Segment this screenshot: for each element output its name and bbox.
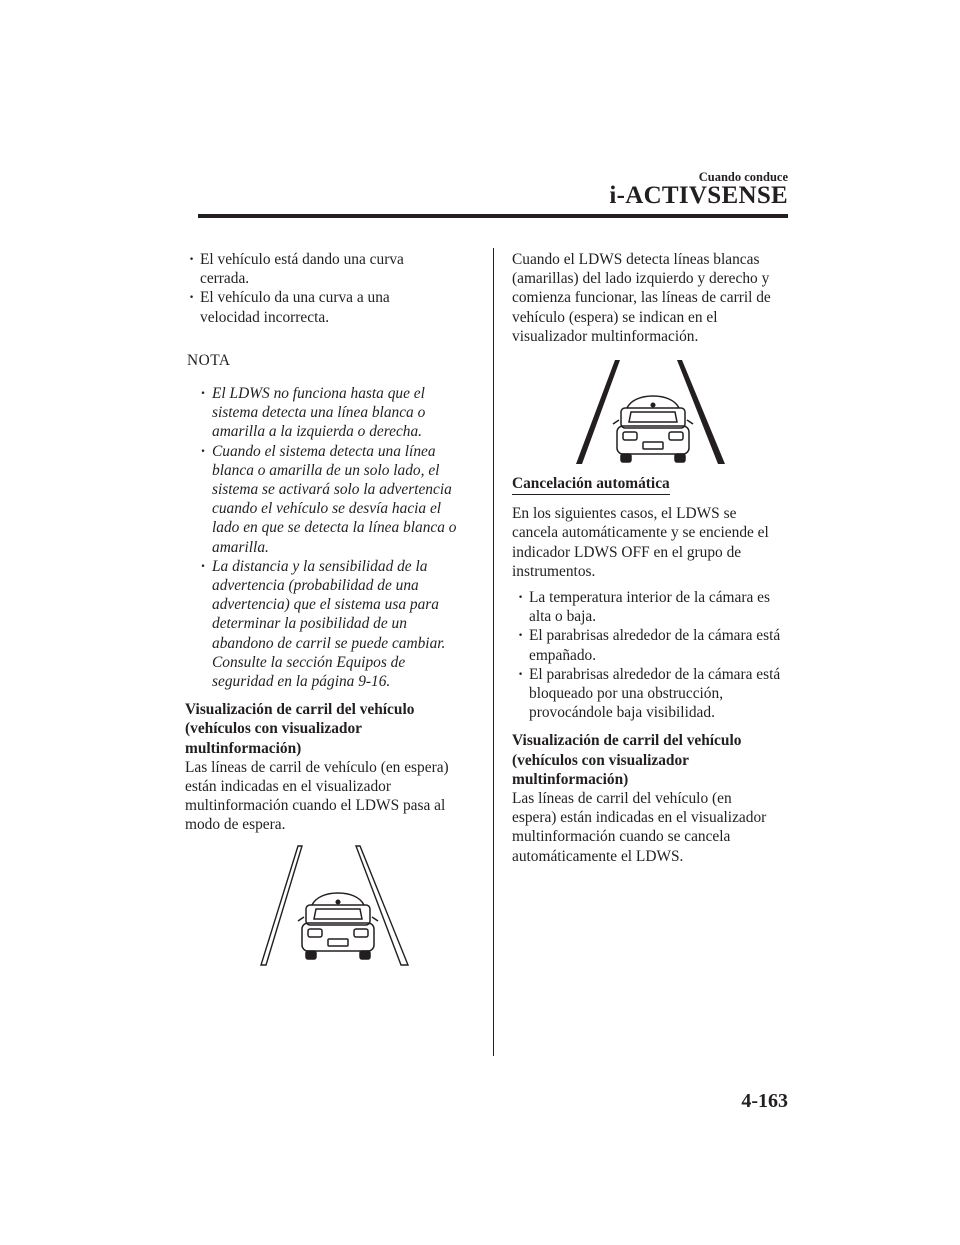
intro-paragraph: Cuando el LDWS detecta líneas blancas (amarillas) del lado izquierdo y derecho y comienza funcionar, las líneas de carril de vehículo (espera) se indican en el visualizador multinformación. [512, 251, 771, 345]
car-rear-view-icon [298, 893, 378, 959]
header-rule [198, 214, 788, 218]
section-title: Cuando conduce [698, 170, 788, 184]
car-rear-view-icon [613, 396, 693, 462]
note-label: NOTA [187, 351, 231, 369]
column-divider [493, 248, 494, 1056]
right-column [512, 250, 794, 866]
section-heading: Visualización de carril del vehículo (vehículos con visualizador multinformación) [185, 701, 415, 757]
list-item: · El parabrisas alrededor de la cámara está bloqueado por una obstrucción, provocándole baja visibilidad. [514, 665, 794, 723]
right-lane-line [677, 360, 725, 464]
list-item: · El vehículo está dando una curva cerrada. [185, 250, 479, 288]
list-item: · El parabrisas alrededor de la cámara está empañado. [514, 626, 794, 664]
auto-cancel-heading: Cancelación automática [512, 474, 670, 495]
list-item: · Cuando el sistema detecta una línea blanca o amarilla de un solo lado, el sistema se activará solo la advertencia cuando el vehículo se desvía hacia el lado en que se detecta la línea blanca o amarilla. [197, 442, 479, 557]
chapter-title: i-ACTIVSENSE [609, 182, 788, 209]
list-item: · El LDWS no funciona hasta que el sistema detecta una línea blanca o amarilla a la izquierda o derecha. [197, 384, 479, 442]
auto-cancel-heading-wrap [512, 474, 794, 495]
auto-cancel-body: En los siguientes casos, el LDWS se cancela automáticamente y se enciende el indicador LDWS OFF en el grupo de instrumentos. [512, 505, 769, 580]
condition-list [185, 250, 479, 327]
auto-cancel-list [514, 588, 794, 722]
left-lane-line [576, 360, 620, 464]
list-item: · La temperatura interior de la cámara es alta o baja. [514, 588, 794, 626]
list-item: · El vehículo da una curva a una velocidad incorrecta. [185, 288, 479, 326]
lane-display-figure-outline [260, 843, 410, 968]
list-item: · La distancia y la sensibilidad de la advertencia (probabilidad de una advertencia) que el sistema usa para determinar la posibilidad de un abandono de carril se puede cambiar. Consulte la sección Equipos de seguridad en la página 9-16. [197, 557, 479, 691]
page-number: 4-163 [741, 1090, 788, 1112]
section-body: Las líneas de carril del vehículo (en espera) están indicadas en el visualizador multinformación cuando se cancela automáticamente el LDWS. [512, 790, 767, 865]
section-heading: Visualización de carril del vehículo (vehículos con visualizador multinformación) [512, 732, 742, 788]
left-column [185, 250, 479, 968]
note-list [197, 384, 479, 691]
section-body: Las líneas de carril de vehículo (en espera) están indicadas en el visualizador multinformación cuando el LDWS pasa al modo de espera. [185, 758, 449, 834]
lane-display-figure-solid [575, 358, 727, 466]
left-lane-line [261, 846, 302, 965]
